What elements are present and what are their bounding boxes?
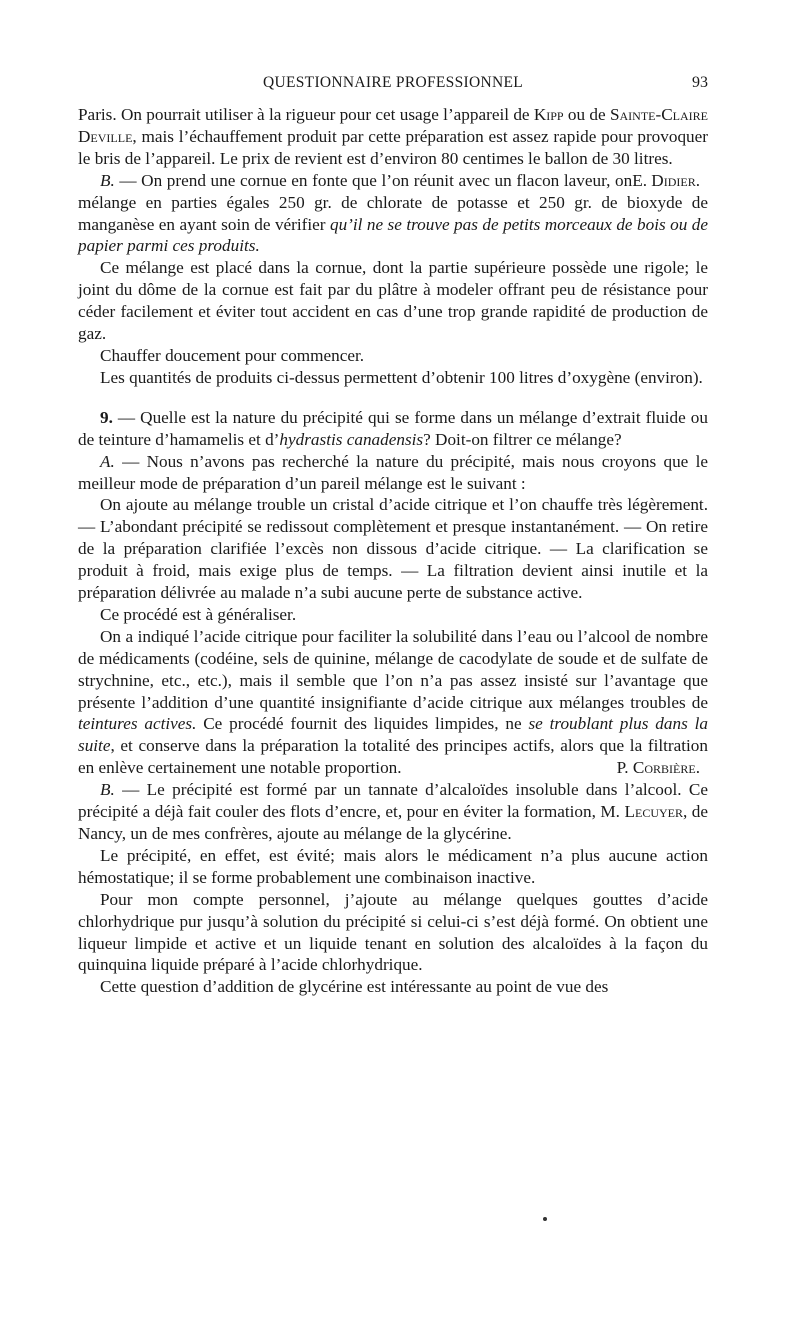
question-number: 9. — [100, 407, 113, 427]
paragraph — [78, 345, 708, 367]
italic-text: B. — [100, 170, 115, 190]
italic-text: se troublant plus dans la suite — [78, 714, 708, 756]
paragraph — [78, 604, 708, 626]
small-caps-name: Sainte-Claire Deville — [78, 105, 708, 146]
paragraph — [78, 104, 708, 190]
text-run: Ce procédé est à généraliser. — [100, 604, 297, 624]
text-run: , mais l’échauffement produit par cette préparation est assez rapide pour provoquer le bris de l’appareil. Le prix de revient est d’environ 80 centimes le ballon de 30 litres. — [78, 126, 708, 168]
text-run: — Nous n’avons pas recherché la nature du précipité, mais nous croyons que le meilleur mode de préparation d’un pareil mélange est le suivant : — [78, 451, 708, 493]
text-run: Le précipité, en effet, est évité; mais alors le médicament n’a plus aucune action hémostatique; il se forme probablement une combinaison inactive. — [78, 845, 708, 887]
text-run: Paris. On pourrait utiliser à la rigueur pour cet usage l’appareil de — [78, 105, 534, 124]
author-signature: E. Didier. — [632, 170, 700, 190]
running-title: QUESTIONNAIRE PROFESSIONNEL — [263, 74, 523, 91]
text-run: ? Doit-on filtrer ce mélange? — [423, 429, 622, 449]
paragraph — [78, 494, 708, 604]
paragraph — [78, 367, 708, 389]
text-run: Pour mon compte personnel, j’ajoute au mélange quelques gouttes d’acide chlorhydrique pur jusqu’à solution du précipité si celui-ci s’est déjà formé. On obtient une liqueur limpide et active et un liquide tenant en solution des alcaloïdes à la façon du quinquina liquide préparé à l’acide chlorhydrique. — [78, 889, 708, 975]
paragraph — [78, 845, 708, 889]
text-run: Les quantités de produits ci-dessus permettent d’obtenir 100 litres d’oxygène (environ). — [100, 367, 703, 387]
print-speck — [543, 1217, 547, 1221]
author-signature: P. Corbière. — [616, 758, 700, 778]
page-number: 93 — [692, 74, 708, 91]
text-run: , et conserve dans la préparation la totalité des principes actifs, alors que la filtration en enlève certainement une notable proportion. — [78, 736, 708, 778]
text-run: — Quelle est la nature du précipité qui se forme dans un mélange d’extrait fluide ou de teinture d’hamamelis et d’ — [78, 407, 708, 449]
text-run: Ce procédé fournit des liquides limpides, ne — [196, 714, 529, 734]
text-run: ou de — [563, 105, 610, 124]
text-run: Ce mélange est placé dans la cornue, dont la partie supérieure possède une rigole; le joint du dôme de la cornue est fait par du plâtre à modeler offrant peu de résistance pour céder facilement et éviter tout accident en cas d’une trop grande rapidité de production de gaz. — [78, 258, 708, 344]
paragraph — [78, 170, 708, 258]
paragraph — [78, 257, 708, 345]
text-run: On ajoute au mélange trouble un cristal d’acide citrique et l’on chauffe très légèrement. — L’abondant précipité se redissout complètement et presque instantanément. — On retire de la préparation clarifiée l’excès non dissous d’acide citrique. — La clarification se produit à froid, mais exige plus de temps. — La filtration devient ainsi inutile et la préparation délivrée au malade n’a subi aucune perte de substance active. — [78, 495, 708, 603]
running-head — [78, 74, 708, 96]
text-run: — Le précipité est formé par un tannate d’alcaloïdes insoluble dans l’alcool. Ce précipité a déjà fait couler des flots d’encre, et, pour en éviter la formation, M. — [78, 780, 708, 822]
italic-text: A. — [100, 451, 115, 471]
paragraph — [78, 976, 708, 998]
text-run: On a indiqué l’acide citrique pour faciliter la solubilité dans l’eau ou l’alcool de nombre de médicaments (codéine, sels de quinine, mélange de cacodylate de soude et de sulfate de strychnine, etc., etc.), mais il semble que l’on n’a pas assez insisté sur l’avantage que présente l’addition d’une quantité insignifiante d’acide citrique aux mélanges troubles de — [78, 626, 708, 712]
italic-text: hydrastis canadensis — [279, 429, 424, 449]
body-text — [78, 104, 708, 998]
small-caps-name: Lecuyer — [624, 802, 683, 822]
paragraph — [78, 889, 708, 977]
small-caps-name: Kipp — [533, 105, 564, 124]
italic-text: qu’il ne se trouve pas de petits morceaux de bois ou de papier parmi ces produits. — [78, 214, 708, 256]
paragraph — [78, 779, 708, 845]
italic-text: teintures actives. — [78, 714, 197, 734]
paragraph — [78, 451, 708, 495]
text-run: Cette question d’addition de glycérine est intéressante au point de vue des — [100, 977, 609, 997]
paragraph — [78, 407, 708, 451]
italic-text: B. — [100, 780, 115, 800]
paragraph — [78, 626, 708, 779]
text-run: , de Nancy, un de mes confrères, ajoute au mélange de la glycérine. — [78, 802, 708, 843]
text-run: — On prend une cornue en fonte que l’on réunit avec un flacon laveur, on mélange en parties égales 250 gr. de chlorate de potasse et 250 gr. de bioxyde de manganèse en ayant soin de vérifier — [78, 170, 708, 234]
text-run: Chauffer doucement pour commencer. — [100, 345, 365, 365]
